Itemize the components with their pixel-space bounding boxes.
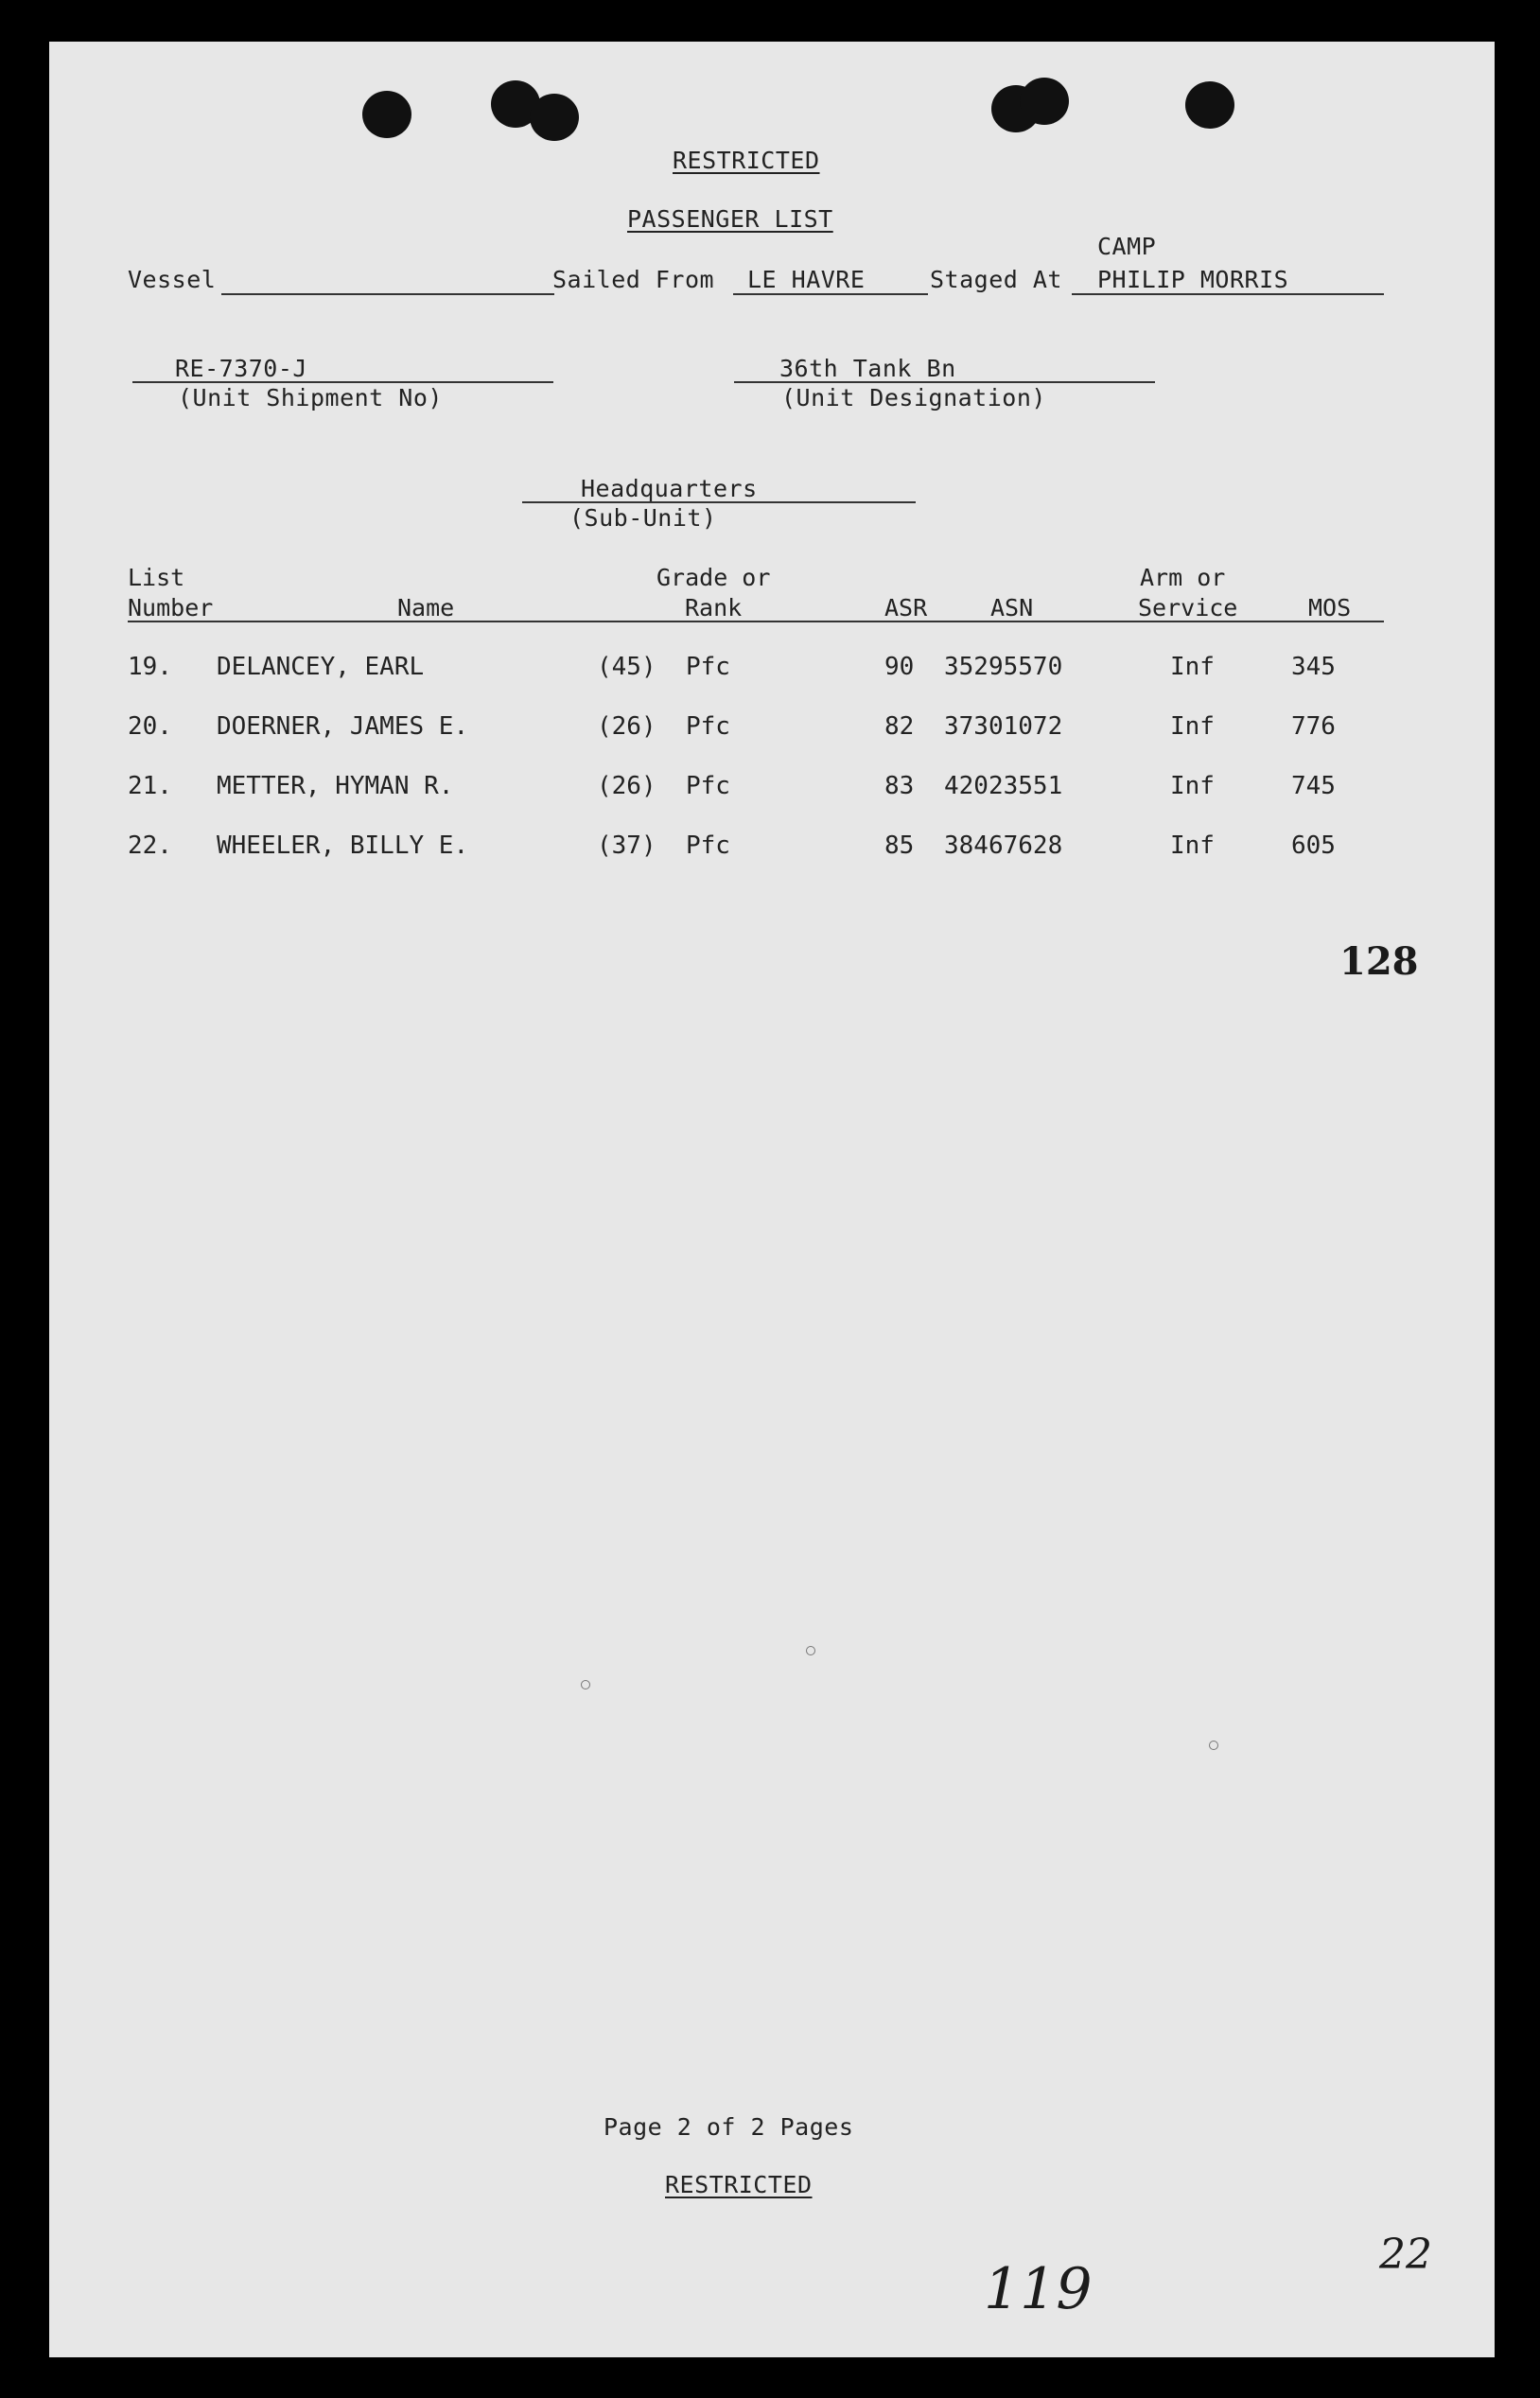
table-row-mos: 605 [1291, 831, 1336, 860]
staged-at-value-line1: CAMP [1097, 233, 1157, 260]
unit-designation-underline [734, 381, 1155, 383]
sub-unit-caption: (Sub-Unit) [569, 504, 717, 532]
table-row-grade: Pfc [686, 772, 730, 800]
staged-at-label: Staged At [930, 266, 1062, 293]
table-row-asr: 83 [884, 772, 915, 800]
table-row-name: DELANCEY, EARL [217, 653, 425, 681]
vessel-underline [221, 293, 554, 295]
table-row-grade: Pfc [686, 653, 730, 681]
table-row-code: (26) [597, 712, 656, 741]
col-arm-line1: Arm or [1140, 564, 1226, 591]
paper-speck [806, 1646, 815, 1655]
table-row-arm: Inf [1170, 712, 1215, 741]
table-row-asn: 38467628 [944, 831, 1063, 860]
document-title: PASSENGER LIST [627, 205, 833, 233]
col-list-number-line2: Number [128, 594, 214, 621]
unit-shipment-number: RE-7370-J [175, 355, 307, 382]
col-arm-line2: Service [1138, 594, 1238, 621]
table-row-no: 21. [128, 772, 172, 800]
table-row-code: (45) [597, 653, 656, 681]
sailed-from-underline [733, 293, 928, 295]
sub-unit-underline [522, 501, 916, 503]
table-row-asn: 35295570 [944, 653, 1063, 681]
table-row-grade: Pfc [686, 712, 730, 741]
table-row-grade: Pfc [686, 831, 730, 860]
table-row-no: 22. [128, 831, 172, 860]
table-row-no: 19. [128, 653, 172, 681]
unit-designation-caption: (Unit Designation) [781, 384, 1046, 411]
sailed-from-label: Sailed From [552, 266, 715, 293]
table-row-arm: Inf [1170, 653, 1215, 681]
col-asr: ASR [884, 594, 928, 621]
table-row-name: DOERNER, JAMES E. [217, 712, 469, 741]
col-name: Name [397, 594, 455, 621]
table-row-name: WHEELER, BILLY E. [217, 831, 469, 860]
table-row-asn: 37301072 [944, 712, 1063, 741]
unit-shipment-caption: (Unit Shipment No) [178, 384, 443, 411]
classification-top: RESTRICTED [673, 147, 820, 174]
table-row-code: (26) [597, 772, 656, 800]
classification-bottom: RESTRICTED [665, 2171, 813, 2198]
table-header-rule [128, 621, 1384, 622]
table-row-mos: 745 [1291, 772, 1336, 800]
punch-hole-6 [1185, 81, 1234, 129]
paper-speck [1209, 1741, 1218, 1750]
col-asn: ASN [990, 594, 1034, 621]
table-row-asr: 85 [884, 831, 915, 860]
unit-shipment-underline [132, 381, 553, 383]
handwritten-number: 119 [984, 2256, 1093, 2322]
vessel-label: Vessel [128, 266, 217, 293]
unit-designation: 36th Tank Bn [779, 355, 956, 382]
punch-hole-5 [1020, 78, 1069, 125]
table-row-asr: 82 [884, 712, 915, 741]
table-row-name: METTER, HYMAN R. [217, 772, 454, 800]
sub-unit: Headquarters [581, 475, 758, 502]
punch-hole-1 [362, 91, 411, 138]
table-row-asn: 42023551 [944, 772, 1063, 800]
table-row-no: 20. [128, 712, 172, 741]
col-grade-line1: Grade or [656, 564, 771, 591]
col-grade-line2: Rank [685, 594, 743, 621]
col-list-number-line1: List [128, 564, 185, 591]
table-row-arm: Inf [1170, 831, 1215, 860]
table-row-asr: 90 [884, 653, 915, 681]
stamped-page-number: 128 [1339, 939, 1419, 984]
table-row-arm: Inf [1170, 772, 1215, 800]
page-count: Page 2 of 2 Pages [604, 2113, 854, 2141]
handwritten-mark: 22 [1379, 2231, 1432, 2279]
col-mos: MOS [1308, 594, 1352, 621]
table-row-mos: 776 [1291, 712, 1336, 741]
table-row-mos: 345 [1291, 653, 1336, 681]
paper-speck [581, 1680, 590, 1689]
punch-hole-3 [530, 94, 579, 141]
staged-at-underline [1072, 293, 1384, 295]
table-row-code: (37) [597, 831, 656, 860]
sailed-from-value: LE HAVRE [747, 266, 866, 293]
staged-at-value-line2: PHILIP MORRIS [1097, 266, 1289, 293]
